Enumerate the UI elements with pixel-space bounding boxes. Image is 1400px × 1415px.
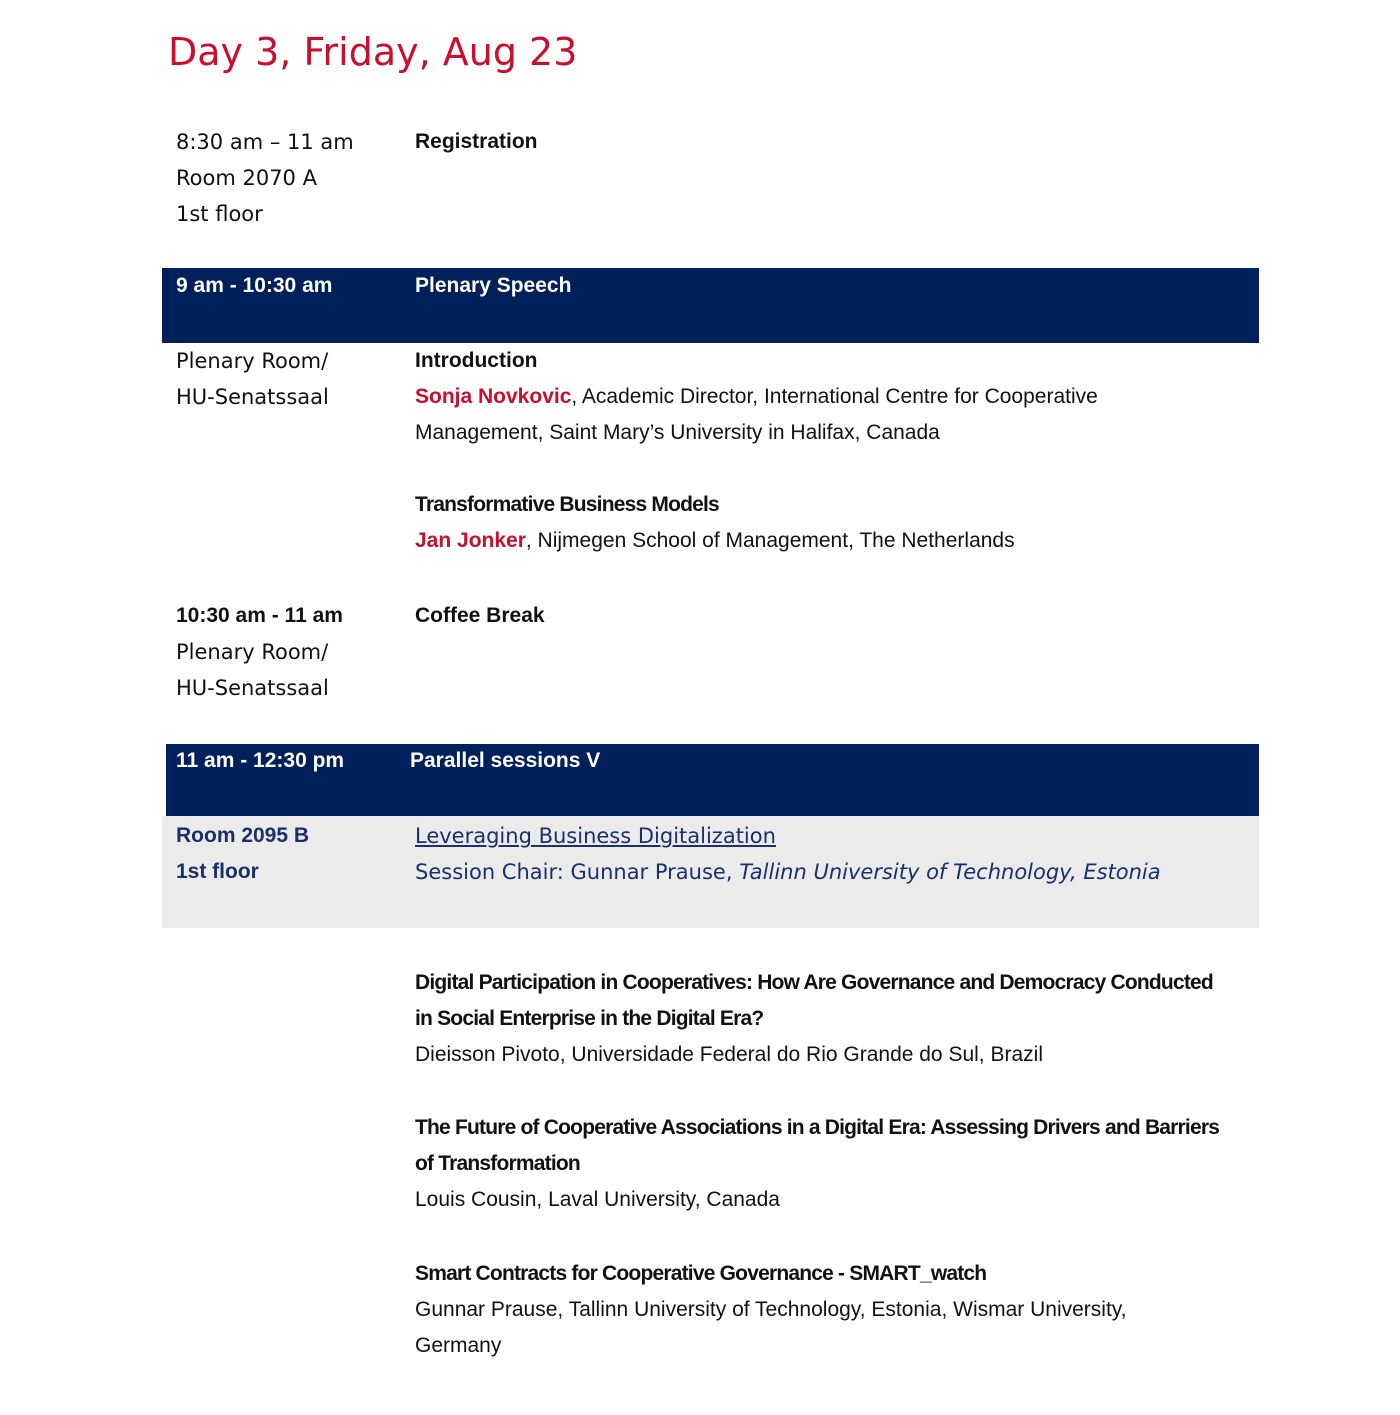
registration-time: 8:30 am – 11 am xyxy=(176,130,354,154)
registration-time-block xyxy=(176,124,354,232)
registration-room: Room 2070 A xyxy=(176,166,317,190)
paper-1-title-line2: in Social Enterprise in the Digital Era? xyxy=(415,1007,764,1030)
parallel-room: Room 2095 B xyxy=(176,824,310,847)
paper-2-title-line2: of Transformation xyxy=(415,1152,580,1175)
session-chair-affiliation: Tallinn University of Technology, Estonia xyxy=(739,860,1161,884)
registration-floor: 1st floor xyxy=(176,202,263,226)
plenary-room-line2: HU-Senatssaal xyxy=(176,385,329,409)
parallel-floor: 1st floor xyxy=(176,860,259,883)
talk-speaker-name: Jan Jonker xyxy=(415,529,526,552)
session-chair-label: Session Chair: Gunnar Prause, xyxy=(415,860,740,884)
coffee-room-line2: HU-Senatssaal xyxy=(176,676,329,700)
page-title: Day 3, Friday, Aug 23 xyxy=(168,30,578,74)
paper-3-author-line1: Gunnar Prause, Tallinn University of Technology, Estonia, Wismar University, xyxy=(415,1298,1127,1321)
paper-1-title-line1: Digital Participation in Cooperatives: How Are Governance and Democracy Conducted xyxy=(415,971,1213,994)
plenary-time: 9 am - 10:30 am xyxy=(176,274,333,297)
coffee-room-line1: Plenary Room/ xyxy=(176,640,329,664)
intro-speaker-name: Sonja Novkovic xyxy=(415,385,572,408)
coffee-time-block xyxy=(176,598,343,706)
paper-3-title-line1: Smart Contracts for Cooperative Governance - SMART_watch xyxy=(415,1262,987,1285)
parallel-title: Parallel sessions V xyxy=(410,749,601,772)
paper-3 xyxy=(415,1256,1255,1364)
paper-1 xyxy=(415,965,1255,1073)
intro-speaker-line xyxy=(415,379,1215,415)
session-chair-line xyxy=(415,854,1161,890)
coffee-time: 10:30 am - 11 am xyxy=(176,604,343,627)
plenary-room-line1: Plenary Room/ xyxy=(176,349,329,373)
session-title-link[interactable]: Leveraging Business Digitalization xyxy=(415,824,776,848)
plenary-room-block xyxy=(176,343,329,415)
registration-title: Registration xyxy=(415,130,538,153)
coffee-title: Coffee Break xyxy=(415,604,545,627)
plenary-content xyxy=(415,343,1215,559)
intro-affiliation-line1: , Academic Director, International Centre for Cooperative xyxy=(571,385,1098,408)
talk-speaker-line xyxy=(415,523,1215,559)
session-info xyxy=(415,818,1161,890)
parallel-room-block xyxy=(176,818,309,890)
paper-1-author: Dieisson Pivoto, Universidade Federal do Rio Grande do Sul, Brazil xyxy=(415,1043,1043,1066)
paper-3-author-line2: Germany xyxy=(415,1334,502,1357)
plenary-header-band xyxy=(162,268,1259,343)
plenary-title: Plenary Speech xyxy=(415,274,572,297)
talk-affiliation: , Nijmegen School of Management, The Netherlands xyxy=(525,529,1015,552)
parallel-header-band xyxy=(166,744,1259,816)
intro-affiliation-line2: Management, Saint Mary’s University in Halifax, Canada xyxy=(415,421,940,444)
paper-2-title-line1: The Future of Cooperative Associations in a Digital Era: Assessing Drivers and Barriers xyxy=(415,1116,1220,1139)
paper-2-author: Louis Cousin, Laval University, Canada xyxy=(415,1188,780,1211)
parallel-time: 11 am - 12:30 pm xyxy=(176,749,345,772)
talk-heading: Transformative Business Models xyxy=(415,493,719,516)
paper-2 xyxy=(415,1110,1255,1218)
intro-heading: Introduction xyxy=(415,349,538,372)
